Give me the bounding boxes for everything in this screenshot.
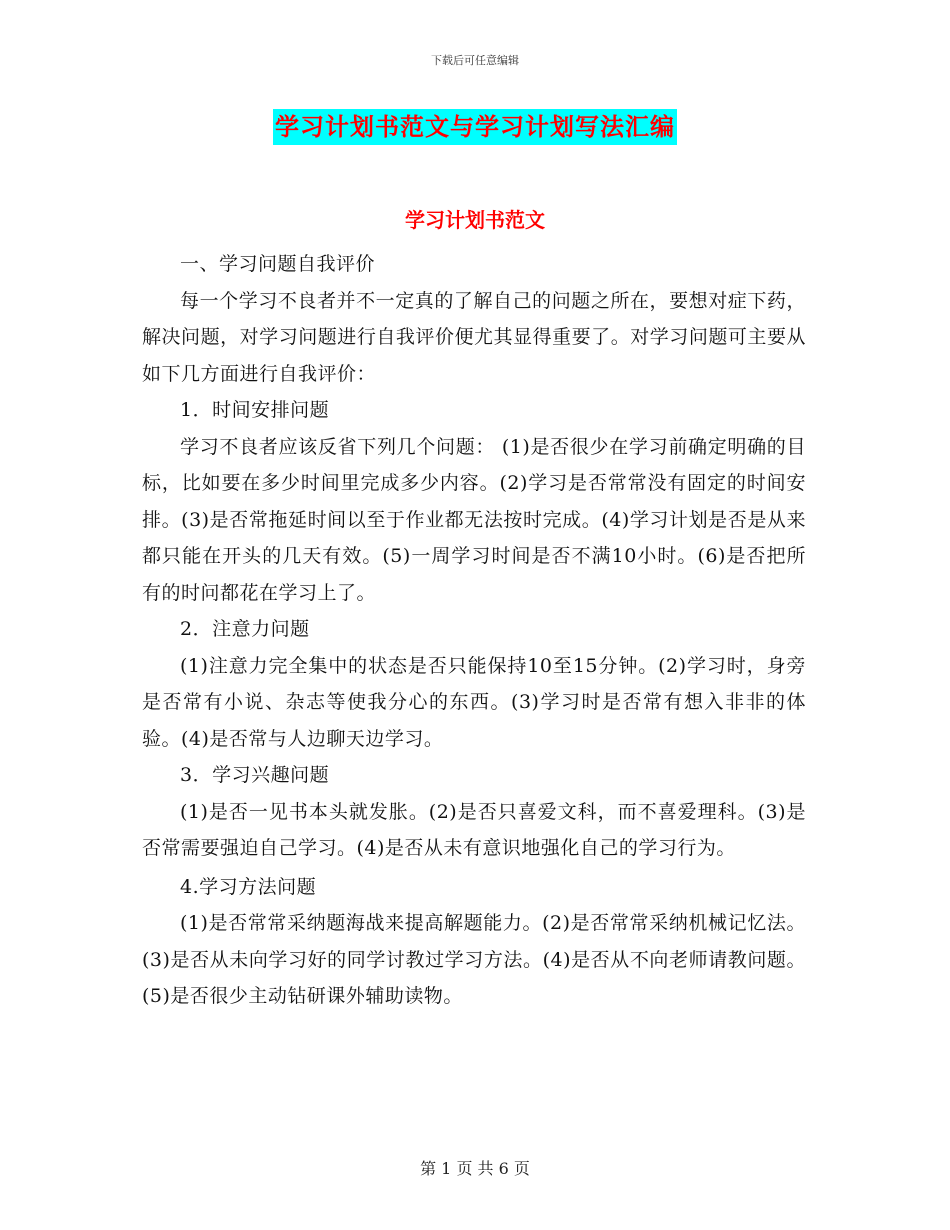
document-body: [142, 246, 806, 1015]
page-header-note: 下载后可任意编辑: [431, 54, 519, 67]
subheading-interest: 3．学习兴趣问题: [180, 764, 330, 786]
subheading-time-arrangement: 1．时间安排问题: [180, 399, 330, 421]
section-heading-self-evaluation: 一、学习问题自我评价: [180, 253, 376, 275]
subheading-method: 4.学习方法问题: [180, 875, 317, 898]
page-number-footer: 第 1 页 共 6 页: [420, 1159, 530, 1178]
section-subtitle: 学习计划书范文: [405, 208, 545, 232]
paragraph-method: (1)是否常常采纳题海战来提高解题能力。(2)是否常常采纳机械记忆法。(3)是否从未向学习好的同学讨教过学习方法。(4)是否从不向老师请教问题。(5)是否很少主动钻研课外辅助读物。: [142, 912, 806, 1007]
document-title: 学习计划书范文与学习计划写法汇编: [273, 109, 677, 145]
paragraph-intro: 每一个学习不良者并不一定真的了解自己的问题之所在，要想对症下药，解决问题，对学习问题进行自我评价便尤其显得重要了。对学习问题可主要从如下几方面进行自我评价：: [142, 289, 806, 385]
subheading-attention: 2．注意力问题: [180, 618, 310, 640]
paragraph-interest: (1)是否一见书本头就发胀。(2)是否只喜爱文科，而不喜爱理科。(3)是否常需要强迫自己学习。(4)是否从未有意识地强化自己的学习行为。: [142, 800, 806, 859]
title-container: [0, 109, 950, 145]
paragraph-attention: (1)注意力完全集中的状态是否只能保持10至15分钟。(2)学习时，身旁是否常有小说、杂志等使我分心的东西。(3)学习时是否常有想入非非的体验。(4)是否常与人边聊天边学习。: [142, 654, 806, 750]
paragraph-time-arrangement: 学习不良者应该反省下列几个问题： (1)是否很少在学习前确定明确的目标，比如要在多少时间里完成多少内容。(2)学习是否常常没有固定的时间安排。(3)是否常拖延时间以至于作业都无法按时完成。(4)学习计划是否是从来都只能在开头的几天有效。(5)一周学习时间是否不满10小时。(6)是否把所有的时问都花在学习上了。: [142, 435, 806, 604]
